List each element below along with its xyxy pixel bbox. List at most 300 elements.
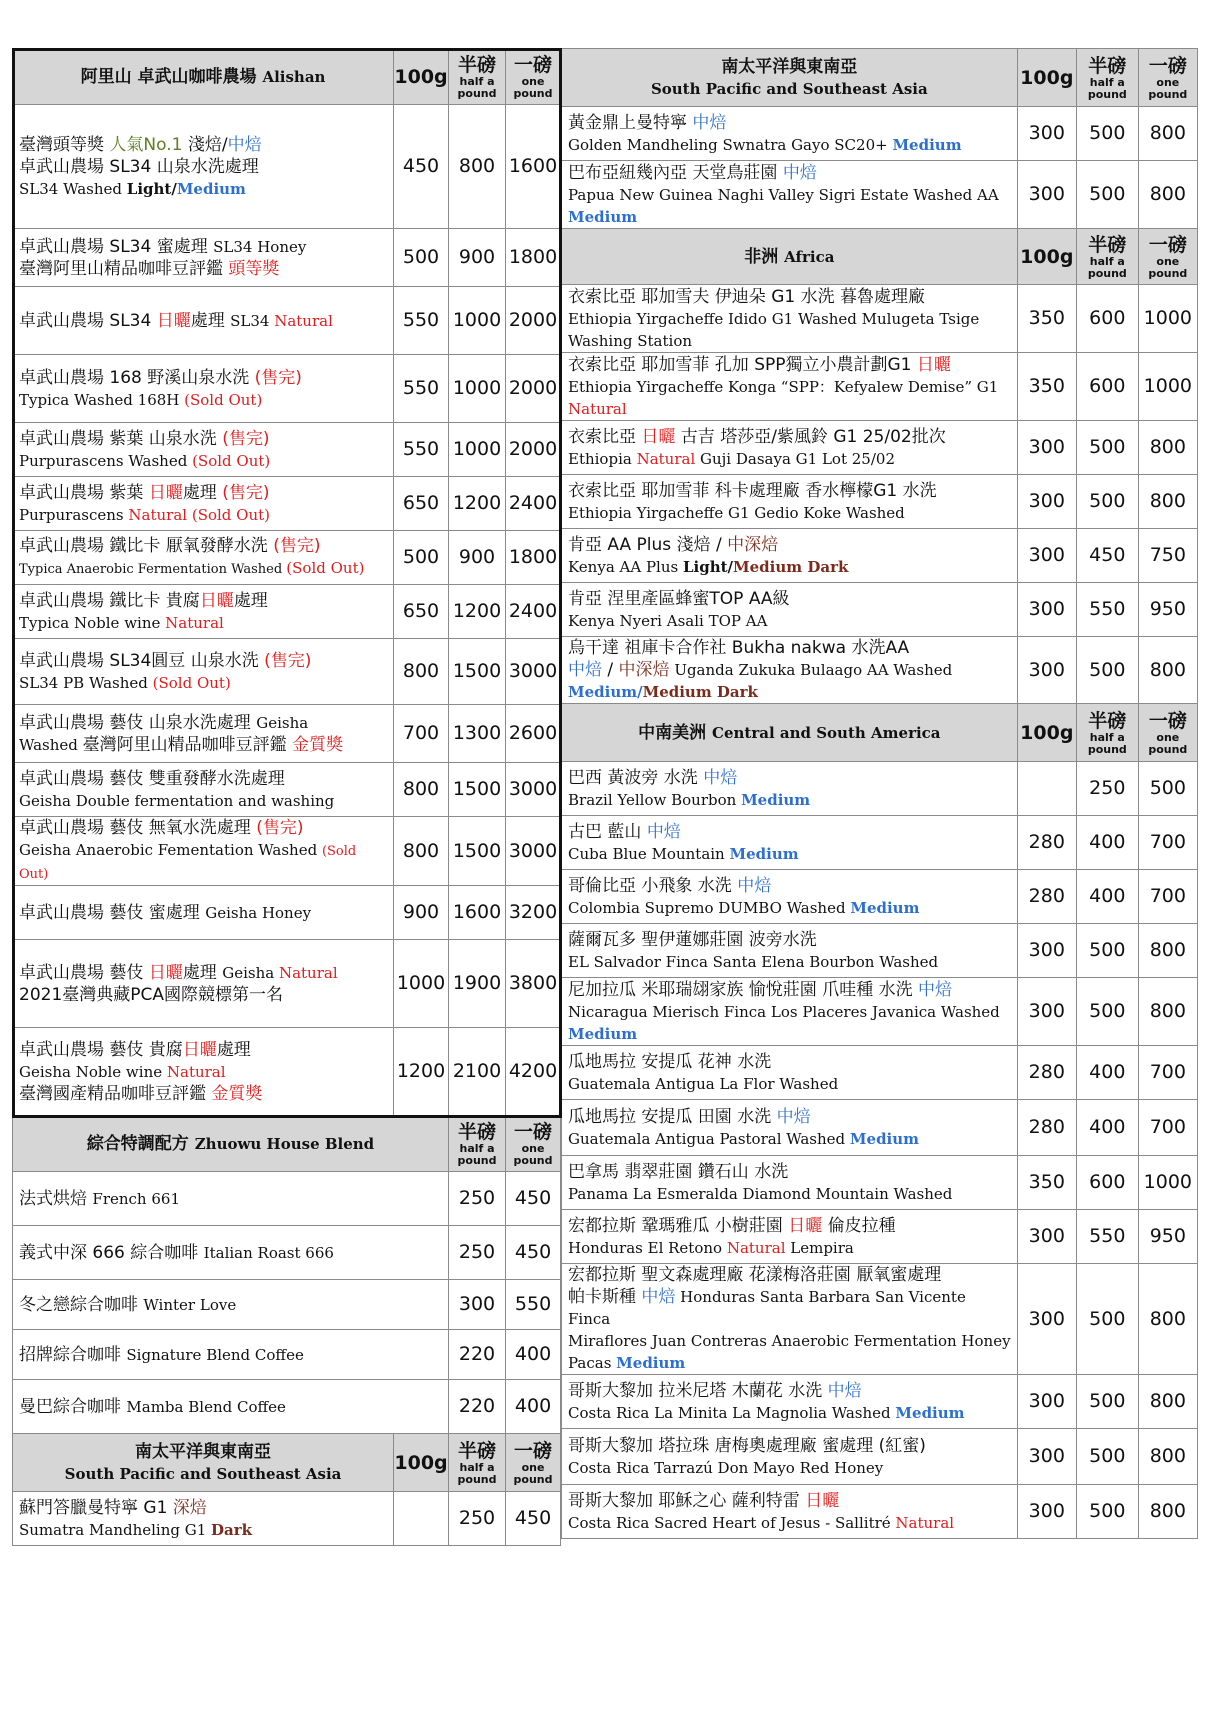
text-segment: Geisha Noble wine [19,1062,167,1081]
text-segment: 卓武山農場 藝伎 山泉水洗處理 [19,712,257,733]
section-title [562,229,1018,285]
text-segment: 日曬 [148,962,183,983]
text-segment: Natural [726,1238,786,1257]
text-segment: Medium Dark [733,557,849,576]
text-segment: Zhuowu House Blend [194,1134,375,1153]
price-one-pound: 700 [1138,1046,1197,1100]
unit-label-cn: 半磅 [1088,54,1127,77]
item-name [562,529,1018,583]
item-name [13,1330,449,1380]
text-segment: Medium [895,1403,965,1422]
coffee-item-row [562,161,1198,229]
unit-half-pound-header [1076,49,1138,107]
price-100g: 300 [1017,637,1076,704]
item-name-line [568,330,1011,352]
text-segment: Honduras Santa Barbara San Vicente Finca [568,1288,966,1328]
text-segment: Geisha [222,963,279,982]
section-title-line [19,1133,442,1155]
text-segment: Natural (Sold Out) [128,505,271,524]
unit-100g-header [394,1434,449,1492]
price-one-pound: 800 [1138,1429,1197,1485]
item-name-line [19,482,387,504]
text-segment: Natural [166,1062,226,1081]
item-name-line [19,984,387,1006]
text-segment: 瓜地馬拉 安提瓜 花神 水洗 [568,1051,772,1072]
unit-one-pound-header [1138,49,1197,107]
text-segment: 中焙 [692,112,727,133]
item-name-line [19,428,387,450]
text-segment: Panama La Esmeralda Diamond Mountain Washed [568,1184,953,1203]
blend-item-row [13,1280,561,1330]
text-segment: Geisha Double fermentation and washing [19,791,335,810]
price-one-pound: 450 [506,1492,561,1546]
text-segment: 中深焙 [618,660,670,680]
item-name-line [19,535,387,557]
item-name-line [19,590,387,612]
item-name-line [19,902,387,924]
item-name [13,639,394,705]
item-name-line [19,310,387,332]
text-segment: 哥倫比亞 小飛象 水洗 [568,875,738,896]
text-segment: Costa Rica La Minita La Magnolia Washed [568,1403,896,1422]
text-segment: 卓武山農場 SL34圓豆 山泉水洗 [19,650,265,671]
unit-one-pound-header [506,49,561,105]
item-name [13,585,394,639]
text-segment: 巴西 黃波旁 水洗 [568,767,704,788]
unit-label-cn: 一磅 [514,53,553,76]
text-segment: 臺灣國產精品咖啡豆評鑑 [19,1083,212,1104]
text-segment: Purpurascens [19,505,129,524]
text-segment: Lempira [785,1238,854,1257]
price-half-pound: 550 [1076,583,1138,637]
item-name-line [568,376,1011,398]
item-name-line [568,789,1011,811]
text-segment: 卓武山農場 紫葉 山泉水洗 [19,428,223,449]
price-one-pound: 700 [1138,1100,1197,1156]
text-segment: Geisha [256,713,309,732]
text-segment: 卓武山農場 藝伎 蜜處理 [19,902,206,923]
text-segment: 中焙 [646,821,681,842]
text-segment: Colombia Supremo DUMBO Washed [568,898,851,917]
item-name-line [19,1344,442,1366]
price-one-pound: 3000 [506,763,561,817]
text-segment: 哥斯大黎加 塔拉珠 唐梅奧處理廠 蜜處理 (紅蜜) [568,1435,926,1456]
text-segment: Washed [19,735,83,754]
price-100g: 500 [394,531,449,585]
item-name [562,924,1018,978]
item-name-line [19,712,387,734]
price-100g: 300 [1017,1375,1076,1429]
text-segment: Purpurascens Washed [19,451,193,470]
section-title [13,49,394,105]
price-one-pound: 2000 [506,287,561,355]
item-name [562,870,1018,924]
price-100g: 280 [1017,870,1076,924]
text-segment: 卓武山農場 藝伎 [19,962,149,983]
price-100g: 300 [1017,475,1076,529]
unit-label-en: one pound [513,1460,553,1486]
price-one-pound: 1800 [506,229,561,287]
coffee-item-row [13,940,561,1028]
text-segment: / [602,660,619,680]
text-segment: SL34 Washed [19,179,127,198]
text-segment: Natural [636,449,696,468]
text-segment: Guji Dasaya G1 Lot 25/02 [695,449,895,468]
price-one-pound: 450 [506,1172,561,1226]
text-segment: 卓武山農場 鐵比卡 厭氧發酵水洗 [19,536,274,556]
text-segment: 中焙 [782,162,817,183]
item-name-line [568,1352,1011,1374]
text-segment: Washing Station [568,331,693,350]
price-half-pound: 900 [448,531,505,585]
text-segment: 蘇門答臘曼特寧 G1 [19,1497,173,1518]
price-one-pound: 3800 [506,940,561,1028]
price-half-pound: 500 [1076,161,1138,229]
item-name-line [19,258,387,280]
item-name [13,1226,449,1280]
price-one-pound: 2400 [506,477,561,531]
text-segment: 尼加拉瓜 米耶瑞翃家族 愉悅莊園 爪哇種 水洗 [568,979,919,1000]
text-segment: (Sold Out) [19,844,357,882]
text-segment: 處理 [216,1039,251,1060]
text-segment: Central and South America [712,723,941,742]
text-segment: (售完) [273,536,321,556]
right-table-body [562,49,1198,1539]
item-name [13,817,394,886]
text-segment: Medium Dark [642,683,758,701]
price-100g: 300 [1017,1485,1076,1539]
text-segment: Alishan [262,67,326,86]
item-name [562,1429,1018,1485]
coffee-item-row [562,1100,1198,1156]
section-title-line [568,56,1011,78]
text-segment: 卓武山農場 紫葉 [19,482,149,503]
text-segment: 卓武山農場 鐵比卡 貴腐 [19,590,200,611]
text-segment: Natural [895,1513,955,1532]
text-segment: Winter Love [143,1295,237,1314]
unit-label-en: half a pound [457,1460,497,1486]
section-header-row [13,1434,561,1492]
item-name-line [568,184,1011,206]
text-segment: Africa [784,247,835,266]
unit-label-en: half a pound [1087,75,1127,101]
text-segment: 中焙 [641,1287,676,1307]
item-name [13,1492,394,1546]
unit-one-pound-header [1138,704,1197,762]
text-segment: Ethiopia [568,449,637,468]
item-name-line [19,156,387,178]
price-half-pound: 500 [1076,978,1138,1046]
text-segment: 古巴 藍山 [568,821,647,842]
price-100g: 900 [394,886,449,940]
unit-half-pound-header [448,49,505,105]
unit-half-pound-header [448,1434,505,1492]
item-name-line [568,1237,1011,1259]
price-one-pound: 2000 [506,355,561,423]
unit-label-en: half a pound [1087,254,1127,280]
price-half-pound: 500 [1076,1264,1138,1375]
price-one-pound: 700 [1138,870,1197,924]
price-100g: 800 [394,639,449,705]
section-header-row [13,49,561,105]
item-name-line [568,979,1011,1001]
text-segment: Medium [568,207,638,226]
item-name-line [19,650,387,672]
price-half-pound: 250 [448,1492,505,1546]
text-segment: 古吉 塔莎亞/紫風鈴 G1 25/02批次 [675,426,946,447]
blend-item-row [13,1226,561,1280]
section-title-line [568,78,1011,100]
item-name [562,1375,1018,1429]
unit-label: 100g [394,65,448,88]
price-one-pound: 2400 [506,585,561,639]
price-one-pound: 2600 [506,705,561,763]
item-name-line [568,1183,1011,1205]
coffee-item-row [562,285,1198,353]
item-name [562,107,1018,161]
item-name-line [568,929,1011,951]
item-name-line [568,1215,1011,1237]
text-segment: 中焙 [227,134,262,155]
text-segment: Medium [892,135,962,154]
price-one-pound: 3200 [506,886,561,940]
item-name-line [568,610,1011,632]
price-100g: 450 [394,105,449,229]
text-segment: 中焙 [776,1106,811,1127]
price-100g: 280 [1017,1100,1076,1156]
item-name-line [19,734,387,756]
text-segment: 黃金鼎上曼特寧 [568,112,693,133]
text-segment: 深焙 [172,1497,207,1518]
text-segment: Italian Roast 666 [203,1243,334,1262]
coffee-item-row [13,477,561,531]
text-segment: Costa Rica Sacred Heart of Jesus - Sallitré [568,1513,896,1532]
text-segment: Medium [176,179,246,198]
text-segment: Natural [568,399,627,418]
text-segment: 衣索比亞 耶加雪菲 孔加 SPP獨立小農計劃G1 [568,354,917,375]
item-name-line [568,659,1011,681]
unit-label-en: one pound [1148,730,1188,756]
text-segment: 哥斯大黎加 耶穌之心 薩利特雷 [568,1490,806,1511]
coffee-item-row [13,1492,561,1546]
price-100g [1017,762,1076,816]
coffee-item-row [13,355,561,423]
text-segment: 卓武山農場 SL34 山泉水洗處理 [19,156,259,177]
unit-label-cn: 一磅 [514,1439,553,1462]
item-name-line [568,951,1011,973]
text-segment: Natural [278,963,338,982]
text-segment: (Sold Out) [184,390,263,409]
coffee-item-row [562,1046,1198,1100]
item-name-line [19,672,387,694]
text-segment: 薩爾瓦多 聖伊蓮娜莊園 波旁水洗 [568,929,817,950]
section-header-row [562,229,1198,285]
item-name [13,705,394,763]
text-segment: 中焙 [568,660,602,680]
price-one-pound: 800 [1138,637,1197,704]
section-header-row [13,1116,561,1172]
text-segment: 非洲 [744,246,785,267]
price-one-pound: 450 [506,1226,561,1280]
coffee-item-row [562,924,1198,978]
text-segment: Signature Blend Coffee [126,1345,304,1364]
price-half-pound: 1200 [448,585,505,639]
text-segment: 卓武山農場 藝伎 雙重發酵水洗處理 [19,768,285,789]
text-segment: 日曬 [788,1215,823,1236]
item-name-line [568,206,1011,228]
text-segment: Pacas [568,1354,617,1372]
unit-label-en: one pound [513,74,553,100]
blend-item-row [13,1172,561,1226]
item-name-line [19,1294,442,1316]
unit-label-en: one pound [1148,75,1188,101]
price-one-pound: 1000 [1138,353,1197,421]
item-name [13,1280,449,1330]
price-100g: 700 [394,705,449,763]
text-segment: 哥斯大黎加 拉米尼塔 木蘭花 水洗 [568,1380,828,1401]
text-segment: Costa Rica Tarrazú Don Mayo Red Honey [568,1458,884,1477]
price-half-pound: 1200 [448,477,505,531]
imported-price-table [561,48,1198,1539]
item-name [562,1485,1018,1539]
text-segment: 中焙 [703,767,738,788]
text-segment: 帕卡斯種 [568,1287,642,1307]
text-segment: Papua New Guinea Naghi Valley Sigri Estate Washed AA [568,185,999,204]
price-100g: 300 [1017,1210,1076,1264]
coffee-item-row [562,475,1198,529]
price-one-pound: 3000 [506,639,561,705]
price-half-pound: 250 [1076,762,1138,816]
price-100g: 800 [394,763,449,817]
text-segment: Natural [274,311,333,330]
text-segment: Geisha Anaerobic Fementation Washed [19,841,322,859]
item-name-line [19,1061,387,1083]
text-segment: Sumatra Mandheling G1 [19,1520,212,1539]
unit-label-en: one pound [513,1141,553,1167]
text-segment: 法式烘焙 [19,1188,93,1209]
item-name-line [568,162,1011,184]
text-segment: 巴拿馬 翡翠莊園 鑽石山 水洗 [568,1161,789,1182]
section-title-line [19,1463,387,1485]
item-name-line [568,1380,1011,1402]
text-segment: (售完) [222,482,270,503]
item-name [13,1028,394,1116]
text-segment: Honduras El Retono [568,1238,727,1257]
text-segment: 日曬 [148,482,183,503]
text-segment: 南太平洋與東南亞 [135,1441,272,1462]
item-name-line [568,1512,1011,1534]
text-segment: 人氣No.1 [109,134,183,155]
price-one-pound: 750 [1138,529,1197,583]
text-segment: French 661 [92,1189,180,1208]
text-segment: Medium [849,1129,920,1148]
item-name-line [568,112,1011,134]
unit-label-cn: 半磅 [458,53,497,76]
price-half-pound: 500 [1076,107,1138,161]
text-segment: Brazil Yellow Bourbon [568,790,742,809]
text-segment: (Sold Out) [192,451,271,470]
item-name [562,1210,1018,1264]
text-segment: 卓武山農場 藝伎 無氧水洗處理 [19,818,257,838]
price-100g: 800 [394,817,449,886]
price-100g: 300 [1017,529,1076,583]
price-half-pound: 250 [448,1226,505,1280]
item-name-line [568,1001,1011,1023]
item-name-line [568,875,1011,897]
section-title [13,1434,394,1492]
price-100g: 650 [394,477,449,531]
price-half-pound: 500 [1076,475,1138,529]
text-segment: 衣索比亞 [568,426,642,447]
price-100g: 350 [1017,285,1076,353]
price-100g: 280 [1017,1046,1076,1100]
coffee-item-row [562,583,1198,637]
text-segment: Ethiopia Yirgacheffe G1 Gedio Koke Washed [568,503,905,522]
item-name-line [568,1023,1011,1045]
item-name-line [568,1073,1011,1095]
price-one-pound: 400 [506,1380,561,1434]
price-one-pound: 800 [1138,475,1197,529]
item-name-line [19,839,387,885]
text-segment: 綜合特調配方 [86,1133,195,1154]
coffee-item-row [13,1028,561,1116]
text-segment: Medium [729,844,799,863]
blend-item-row [13,1380,561,1434]
price-one-pound: 550 [506,1280,561,1330]
text-segment: 臺灣阿里山精品咖啡豆評鑑 [82,734,293,755]
price-100g: 550 [394,423,449,477]
price-half-pound: 400 [1076,1100,1138,1156]
price-half-pound: 220 [448,1380,505,1434]
text-segment: Golden Mandheling Swnatra Gayo SC20+ [568,135,893,154]
coffee-item-row [562,870,1198,924]
price-half-pound: 500 [1076,924,1138,978]
item-name-line [568,843,1011,865]
item-name-line [568,354,1011,376]
unit-label-cn: 半磅 [458,1120,497,1143]
text-segment: 卓武山農場 SL34 [19,310,157,331]
item-name [562,762,1018,816]
text-segment: 臺灣阿里山精品咖啡豆評鑑 [19,258,229,279]
item-name [13,229,394,287]
price-one-pound: 800 [1138,1375,1197,1429]
text-segment: Mamba Blend Coffee [126,1397,286,1416]
item-name-line [19,790,387,812]
price-half-pound: 500 [1076,637,1138,704]
coffee-item-row [562,1156,1198,1210]
coffee-item-row [562,1375,1198,1429]
text-segment: 日曬 [641,426,676,447]
item-name-line [568,398,1011,420]
text-segment: South Pacific and Southeast Asia [64,1464,342,1483]
item-name-line [19,1188,442,1210]
left-table-body [13,49,561,1546]
text-segment: 日曬 [916,354,951,375]
text-segment: 處理 [182,962,223,983]
alishan-price-table [12,48,561,1546]
text-segment: Ethiopia Yirgacheffe Idido G1 Washed Mulugeta Tsige [568,309,980,328]
text-segment: (售完) [222,428,270,449]
text-segment: 中焙 [737,875,772,896]
text-segment: 處理 [182,482,223,503]
text-segment: (售完) [256,818,304,838]
unit-half-pound-header [448,1116,505,1172]
price-one-pound: 1000 [1138,285,1197,353]
coffee-item-row [562,353,1198,421]
item-name [562,1264,1018,1375]
coffee-item-row [13,817,561,886]
item-name-line [568,1490,1011,1512]
